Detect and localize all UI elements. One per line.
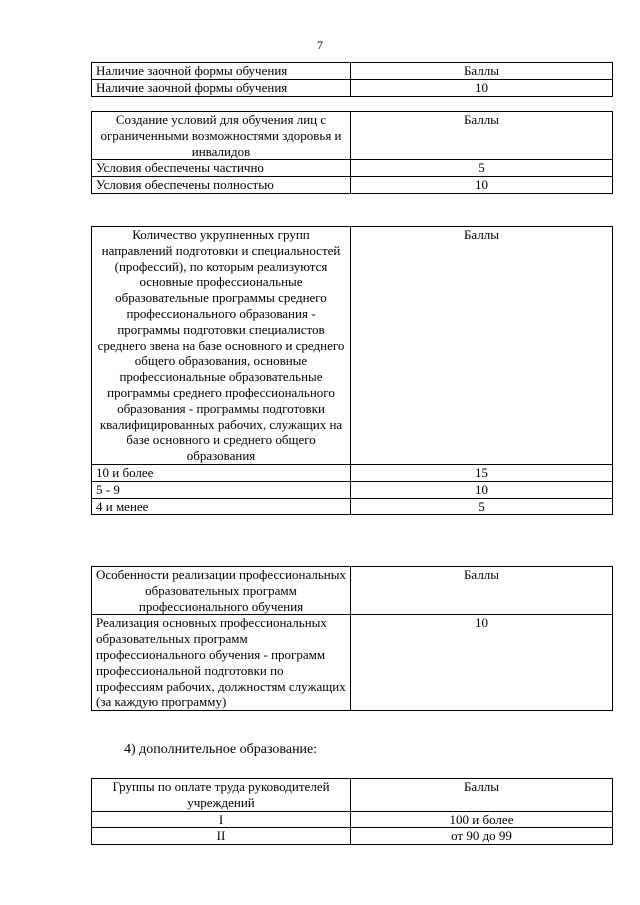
row-criterion: Реализация основных профессиональных образовательных программ профессионального обучения - программ профессиональной подготовки по профессиям рабочих, должностям служащих (за каждую программу)	[92, 615, 351, 711]
table-header-row	[92, 112, 613, 160]
row-group: I	[92, 811, 351, 828]
table-row	[92, 79, 613, 96]
header-criterion: Особенности реализации профессиональных образовательных программ профессионального обучения	[92, 567, 351, 615]
header-points: Баллы	[351, 227, 613, 465]
row-points: 10	[351, 481, 613, 498]
row-points: 100 и более	[351, 811, 613, 828]
table-header-row	[92, 227, 613, 465]
table-salary-groups	[91, 778, 613, 845]
row-criterion: 10 и более	[92, 464, 351, 481]
row-points: 10	[351, 79, 613, 96]
table-row	[92, 615, 613, 711]
row-points: 10	[351, 177, 613, 194]
table-row	[92, 177, 613, 194]
row-criterion: Условия обеспечены частично	[92, 160, 351, 177]
header-points: Баллы	[351, 567, 613, 615]
row-points: 5	[351, 160, 613, 177]
row-criterion: 4 и менее	[92, 498, 351, 515]
page-number: 7	[317, 38, 323, 52]
table-header-row	[92, 779, 613, 812]
table-row	[92, 811, 613, 828]
table-row	[92, 481, 613, 498]
table-correspondence-form	[91, 62, 613, 97]
header-points: Баллы	[351, 63, 613, 80]
header-criterion: Наличие заочной формы обучения	[92, 63, 351, 80]
row-points: 15	[351, 464, 613, 481]
header-points: Баллы	[351, 779, 613, 812]
row-points: 5	[351, 498, 613, 515]
header-criterion: Создание условий для обучения лиц с ограниченными возможностями здоровья и инвалидов	[92, 112, 351, 160]
table-row	[92, 160, 613, 177]
row-group: II	[92, 828, 351, 845]
row-criterion: Условия обеспечены полностью	[92, 177, 351, 194]
row-criterion: Наличие заочной формы обучения	[92, 79, 351, 96]
table-row	[92, 828, 613, 845]
header-points: Баллы	[351, 112, 613, 160]
table-header-row	[92, 63, 613, 80]
header-criterion: Количество укрупненных групп направлений подготовки и специальностей (профессий), по которым реализуются основные профессиональные образовательные программы среднего профессионального образования - программы подготовки специалистов среднего звена на базе основного и среднего общего образования, основные профессиональные образовательные программы среднего профессионального образования - программы подготовки квалифицированных рабочих, служащих на базе основного и среднего общего образования	[92, 227, 351, 465]
table-disability-conditions	[91, 111, 613, 194]
table-row	[92, 464, 613, 481]
table-program-groups	[91, 226, 613, 515]
header-criterion: Группы по оплате труда руководителей учреждений	[92, 779, 351, 812]
section-heading: 4) дополнительное образование:	[124, 742, 318, 757]
row-criterion: 5 - 9	[92, 481, 351, 498]
table-vocational-training	[91, 566, 613, 711]
table-header-row	[92, 567, 613, 615]
table-row	[92, 498, 613, 515]
row-points: от 90 до 99	[351, 828, 613, 845]
row-points: 10	[351, 615, 613, 711]
